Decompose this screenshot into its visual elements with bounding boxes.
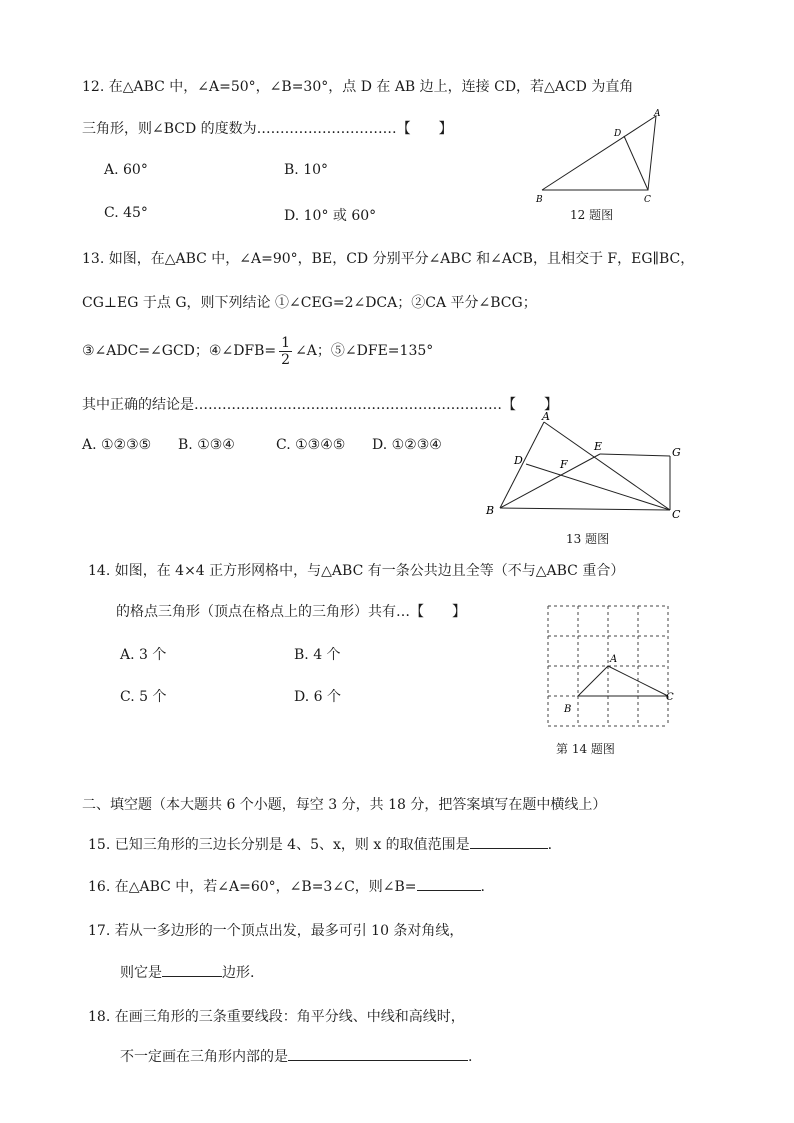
q17-line1: 17. 若从一多边形的一个顶点出发，最多可引 10 条对角线， [88, 923, 464, 939]
q12-label-b: B [536, 195, 543, 205]
q12-line1: 12. 在△ABC 中，∠A=50°，∠B=30°，点 D 在 AB 边上，连接 CD，若△ACD 为直角 [82, 79, 634, 95]
q15-answer-blank[interactable] [470, 834, 548, 849]
q14-option-a: A. 3 个 [120, 647, 167, 663]
section2-heading: 二、填空题（本大题共 6 个小题，每空 3 分，共 18 分，把答案填写在题中横线上） [82, 797, 607, 813]
q14-option-d: D. 6 个 [294, 689, 341, 705]
q13-label-g: G [672, 446, 681, 459]
q12-label-d: D [614, 129, 622, 139]
q13-fraction-numerator: 1 [281, 334, 291, 351]
q12-triangle [542, 116, 656, 190]
q18-line2 [120, 1046, 472, 1066]
q15 [88, 834, 552, 854]
q14-label-b: B [564, 704, 572, 715]
q13-line2: CG⊥EG 于点 G，则下列结论 ①∠CEG=2∠DCA；②CA 平分∠BCG； [82, 295, 537, 311]
q12-label-c: C [644, 195, 651, 205]
q13-label-e: E [594, 440, 603, 453]
q13-label-b: B [486, 504, 495, 517]
q18-line1: 18. 在画三角形的三条重要线段：角平分线、中线和高线时， [88, 1009, 465, 1025]
q13-option-c: C. ①③④⑤ [276, 437, 346, 453]
q14-option-c: C. 5 个 [120, 689, 167, 705]
q12-label-a: A [654, 109, 661, 119]
q16-text: 16. 在△ABC 中，若∠A=60°，∠B=3∠C，则∠B= [88, 879, 417, 895]
q14-line2: 的格点三角形（顶点在格点上的三角形）共有…【 】 [116, 604, 466, 620]
q14-caption: 第 14 题图 [556, 742, 615, 756]
q17-line2 [120, 962, 254, 982]
q13-segment-bc [500, 508, 670, 510]
q13-label-a: A [542, 410, 550, 423]
q16 [88, 876, 485, 896]
q13-line3 [82, 334, 433, 368]
q13-fraction [279, 335, 292, 368]
q12-option-d: D. 10° 或 60° [284, 208, 377, 224]
q18-end: . [468, 1049, 473, 1065]
q14-option-b: B. 4 个 [294, 647, 341, 663]
q13-fraction-denominator: 2 [281, 351, 291, 368]
q12-figure [530, 106, 670, 206]
q13-label-f: F [560, 458, 568, 471]
q12-option-c: C. 45° [104, 205, 148, 221]
q13-line1: 13. 如图，在△ABC 中，∠A=90°，BE，CD 分别平分∠ABC 和∠ACB，且相交于 F，EG∥BC， [82, 251, 695, 267]
q12-option-b: B. 10° [284, 162, 329, 178]
q13-line3-start: ③∠ADC=∠GCD；④∠DFB= [82, 343, 277, 359]
q18-line2-text: 不一定画在三角形内部的是 [120, 1049, 288, 1065]
q14-figure [540, 600, 680, 732]
q13-segment-cd [526, 464, 670, 510]
q13-option-d: D. ①②③④ [372, 437, 442, 453]
q17-line2-start: 则它是 [120, 965, 162, 981]
q13-line4: 其中正确的结论是…………………………………………………………【 】 [82, 397, 558, 413]
q13-figure [482, 410, 688, 522]
q13-line3-end: ∠A；⑤∠DFE=135° [295, 343, 434, 359]
q14-label-c: C [666, 692, 674, 703]
q12-line2: 三角形，则∠BCD 的度数为…………………………【 】 [82, 121, 453, 137]
q12-option-a: A. 60° [104, 162, 148, 178]
q17-line2-end: 边形. [222, 965, 255, 981]
q12-segment-cd [624, 136, 648, 190]
q17-answer-blank[interactable] [162, 962, 222, 977]
q14-line1: 14. 如图，在 4×4 正方形网格中，与△ABC 有一条公共边且全等（不与△ABC 重合） [88, 563, 625, 579]
q15-text: 15. 已知三角形的三边长分别是 4、5、x，则 x 的取值范围是 [88, 837, 470, 853]
q16-end: . [480, 879, 485, 895]
q13-option-a: A. ①②③⑤ [82, 437, 152, 453]
q14-label-a: A [610, 654, 618, 665]
q12-caption: 12 题图 [570, 208, 614, 222]
q13-caption: 13 题图 [566, 532, 610, 546]
q13-segment-eg [600, 454, 670, 456]
q13-label-d: D [514, 454, 523, 467]
q18-answer-blank[interactable] [288, 1046, 468, 1061]
q14-triangle-abc [578, 666, 668, 696]
q13-option-b: B. ①③④ [178, 437, 235, 453]
q16-answer-blank[interactable] [417, 876, 481, 891]
q13-label-c: C [672, 508, 681, 521]
q15-end: . [547, 837, 553, 853]
